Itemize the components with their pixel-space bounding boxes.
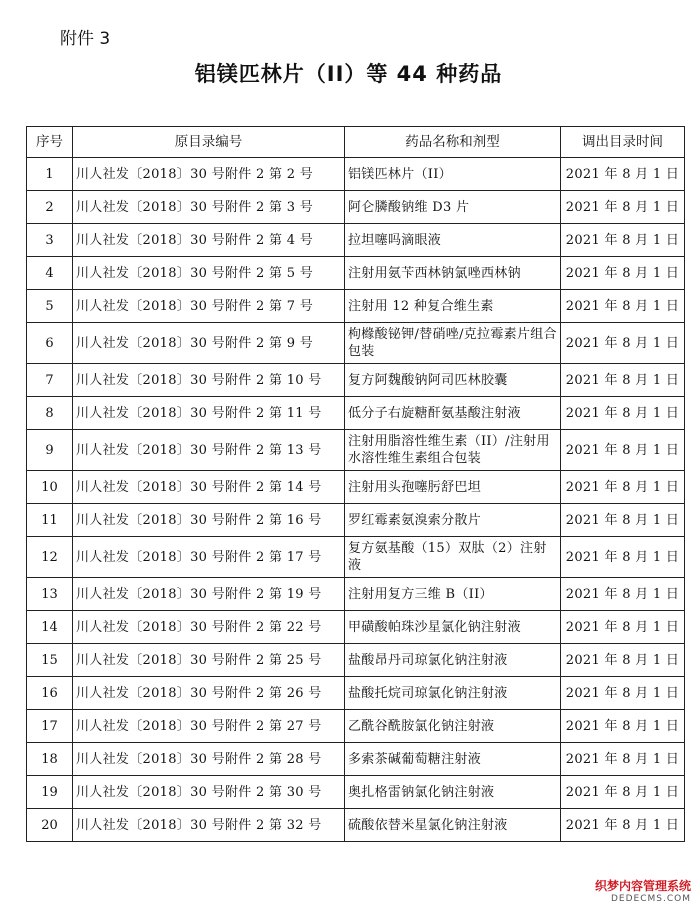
row-code: 川人社发〔2018〕30 号附件 2 第 3 号 (73, 191, 345, 224)
row-date: 2021 年 8 月 1 日 (561, 776, 685, 809)
row-code: 川人社发〔2018〕30 号附件 2 第 10 号 (73, 364, 345, 397)
watermark (595, 877, 691, 904)
row-drug-name: 复方阿魏酸钠阿司匹林胶囊 (345, 364, 561, 397)
row-date: 2021 年 8 月 1 日 (561, 224, 685, 257)
table-row (27, 158, 685, 191)
row-date: 2021 年 8 月 1 日 (561, 158, 685, 191)
row-date: 2021 年 8 月 1 日 (561, 397, 685, 430)
row-drug-name: 枸橼酸铋钾/替硝唑/克拉霉素片组合包装 (345, 323, 561, 364)
attachment-label: 附件 3 (60, 29, 111, 49)
row-seq: 15 (27, 644, 73, 677)
header-date: 调出目录时间 (561, 127, 685, 158)
row-drug-name: 多索茶碱葡萄糖注射液 (345, 743, 561, 776)
row-drug-name: 铝镁匹林片（II） (345, 158, 561, 191)
row-code: 川人社发〔2018〕30 号附件 2 第 26 号 (73, 677, 345, 710)
row-date: 2021 年 8 月 1 日 (561, 257, 685, 290)
row-seq: 2 (27, 191, 73, 224)
watermark-cn: 织梦内容管理系统 (594, 879, 691, 893)
table-row (27, 323, 685, 364)
row-seq: 9 (27, 430, 73, 471)
row-date: 2021 年 8 月 1 日 (561, 578, 685, 611)
row-seq: 8 (27, 397, 73, 430)
row-seq: 14 (27, 611, 73, 644)
row-code: 川人社发〔2018〕30 号附件 2 第 11 号 (73, 397, 345, 430)
row-seq: 1 (27, 158, 73, 191)
row-drug-name: 注射用氨苄西林钠氯唑西林钠 (345, 257, 561, 290)
table-row (27, 364, 685, 397)
table-row (27, 397, 685, 430)
row-drug-name: 盐酸昂丹司琼氯化钠注射液 (345, 644, 561, 677)
row-seq: 10 (27, 471, 73, 504)
row-date: 2021 年 8 月 1 日 (561, 743, 685, 776)
row-drug-name: 注射用脂溶性维生素（II）/注射用水溶性维生素组合包装 (345, 430, 561, 471)
row-code: 川人社发〔2018〕30 号附件 2 第 14 号 (73, 471, 345, 504)
row-code: 川人社发〔2018〕30 号附件 2 第 17 号 (73, 537, 345, 578)
header-name: 药品名称和剂型 (345, 127, 561, 158)
table-row (27, 290, 685, 323)
row-seq: 12 (27, 537, 73, 578)
table-row (27, 809, 685, 842)
table-row (27, 677, 685, 710)
row-drug-name: 注射用 12 种复合维生素 (345, 290, 561, 323)
table-row (27, 504, 685, 537)
row-drug-name: 阿仑膦酸钠维 D3 片 (345, 191, 561, 224)
document-title: 铝镁匹林片（II）等 44 种药品 (194, 62, 503, 86)
row-code: 川人社发〔2018〕30 号附件 2 第 19 号 (73, 578, 345, 611)
row-date: 2021 年 8 月 1 日 (561, 611, 685, 644)
row-drug-name: 乙酰谷酰胺氯化钠注射液 (345, 710, 561, 743)
row-code: 川人社发〔2018〕30 号附件 2 第 9 号 (73, 323, 345, 364)
row-date: 2021 年 8 月 1 日 (561, 504, 685, 537)
row-drug-name: 复方氨基酸（15）双肽（2）注射液 (345, 537, 561, 578)
row-date: 2021 年 8 月 1 日 (561, 364, 685, 397)
row-seq: 11 (27, 504, 73, 537)
row-drug-name: 硫酸依替米星氯化钠注射液 (345, 809, 561, 842)
row-code: 川人社发〔2018〕30 号附件 2 第 28 号 (73, 743, 345, 776)
row-date: 2021 年 8 月 1 日 (561, 471, 685, 504)
table-row (27, 710, 685, 743)
table-row (27, 257, 685, 290)
row-drug-name: 注射用头孢噻肟舒巴坦 (345, 471, 561, 504)
row-seq: 5 (27, 290, 73, 323)
table-row (27, 471, 685, 504)
row-date: 2021 年 8 月 1 日 (561, 710, 685, 743)
table-row (27, 430, 685, 471)
drug-table (26, 126, 685, 842)
table-row (27, 644, 685, 677)
row-code: 川人社发〔2018〕30 号附件 2 第 16 号 (73, 504, 345, 537)
table-row (27, 224, 685, 257)
row-code: 川人社发〔2018〕30 号附件 2 第 32 号 (73, 809, 345, 842)
row-code: 川人社发〔2018〕30 号附件 2 第 13 号 (73, 430, 345, 471)
row-code: 川人社发〔2018〕30 号附件 2 第 5 号 (73, 257, 345, 290)
row-seq: 4 (27, 257, 73, 290)
row-date: 2021 年 8 月 1 日 (561, 809, 685, 842)
table-row (27, 776, 685, 809)
header-code: 原目录编号 (73, 127, 345, 158)
row-drug-name: 罗红霉素氨溴索分散片 (345, 504, 561, 537)
table-body (27, 158, 685, 842)
row-seq: 18 (27, 743, 73, 776)
row-drug-name: 低分子右旋糖酐氨基酸注射液 (345, 397, 561, 430)
row-code: 川人社发〔2018〕30 号附件 2 第 22 号 (73, 611, 345, 644)
table-row (27, 743, 685, 776)
table-row (27, 611, 685, 644)
row-date: 2021 年 8 月 1 日 (561, 191, 685, 224)
row-date: 2021 年 8 月 1 日 (561, 537, 685, 578)
row-drug-name: 奥扎格雷钠氯化钠注射液 (345, 776, 561, 809)
row-drug-name: 盐酸托烷司琼氯化钠注射液 (345, 677, 561, 710)
row-seq: 19 (27, 776, 73, 809)
row-date: 2021 年 8 月 1 日 (561, 430, 685, 471)
row-drug-name: 甲磺酸帕珠沙星氯化钠注射液 (345, 611, 561, 644)
row-date: 2021 年 8 月 1 日 (561, 677, 685, 710)
table-row (27, 537, 685, 578)
watermark-en: DEDECMS.COM (611, 894, 691, 904)
row-seq: 13 (27, 578, 73, 611)
row-drug-name: 注射用复方三维 B（II） (345, 578, 561, 611)
row-code: 川人社发〔2018〕30 号附件 2 第 2 号 (73, 158, 345, 191)
row-code: 川人社发〔2018〕30 号附件 2 第 30 号 (73, 776, 345, 809)
row-seq: 16 (27, 677, 73, 710)
row-seq: 7 (27, 364, 73, 397)
table-header-row (27, 127, 685, 158)
table-row (27, 191, 685, 224)
row-seq: 6 (27, 323, 73, 364)
row-seq: 20 (27, 809, 73, 842)
row-date: 2021 年 8 月 1 日 (561, 323, 685, 364)
row-date: 2021 年 8 月 1 日 (561, 290, 685, 323)
row-code: 川人社发〔2018〕30 号附件 2 第 7 号 (73, 290, 345, 323)
row-drug-name: 拉坦噻吗滴眼液 (345, 224, 561, 257)
table-row (27, 578, 685, 611)
row-code: 川人社发〔2018〕30 号附件 2 第 4 号 (73, 224, 345, 257)
row-code: 川人社发〔2018〕30 号附件 2 第 27 号 (73, 710, 345, 743)
header-seq: 序号 (27, 127, 73, 158)
row-date: 2021 年 8 月 1 日 (561, 644, 685, 677)
row-seq: 17 (27, 710, 73, 743)
row-seq: 3 (27, 224, 73, 257)
row-code: 川人社发〔2018〕30 号附件 2 第 25 号 (73, 644, 345, 677)
